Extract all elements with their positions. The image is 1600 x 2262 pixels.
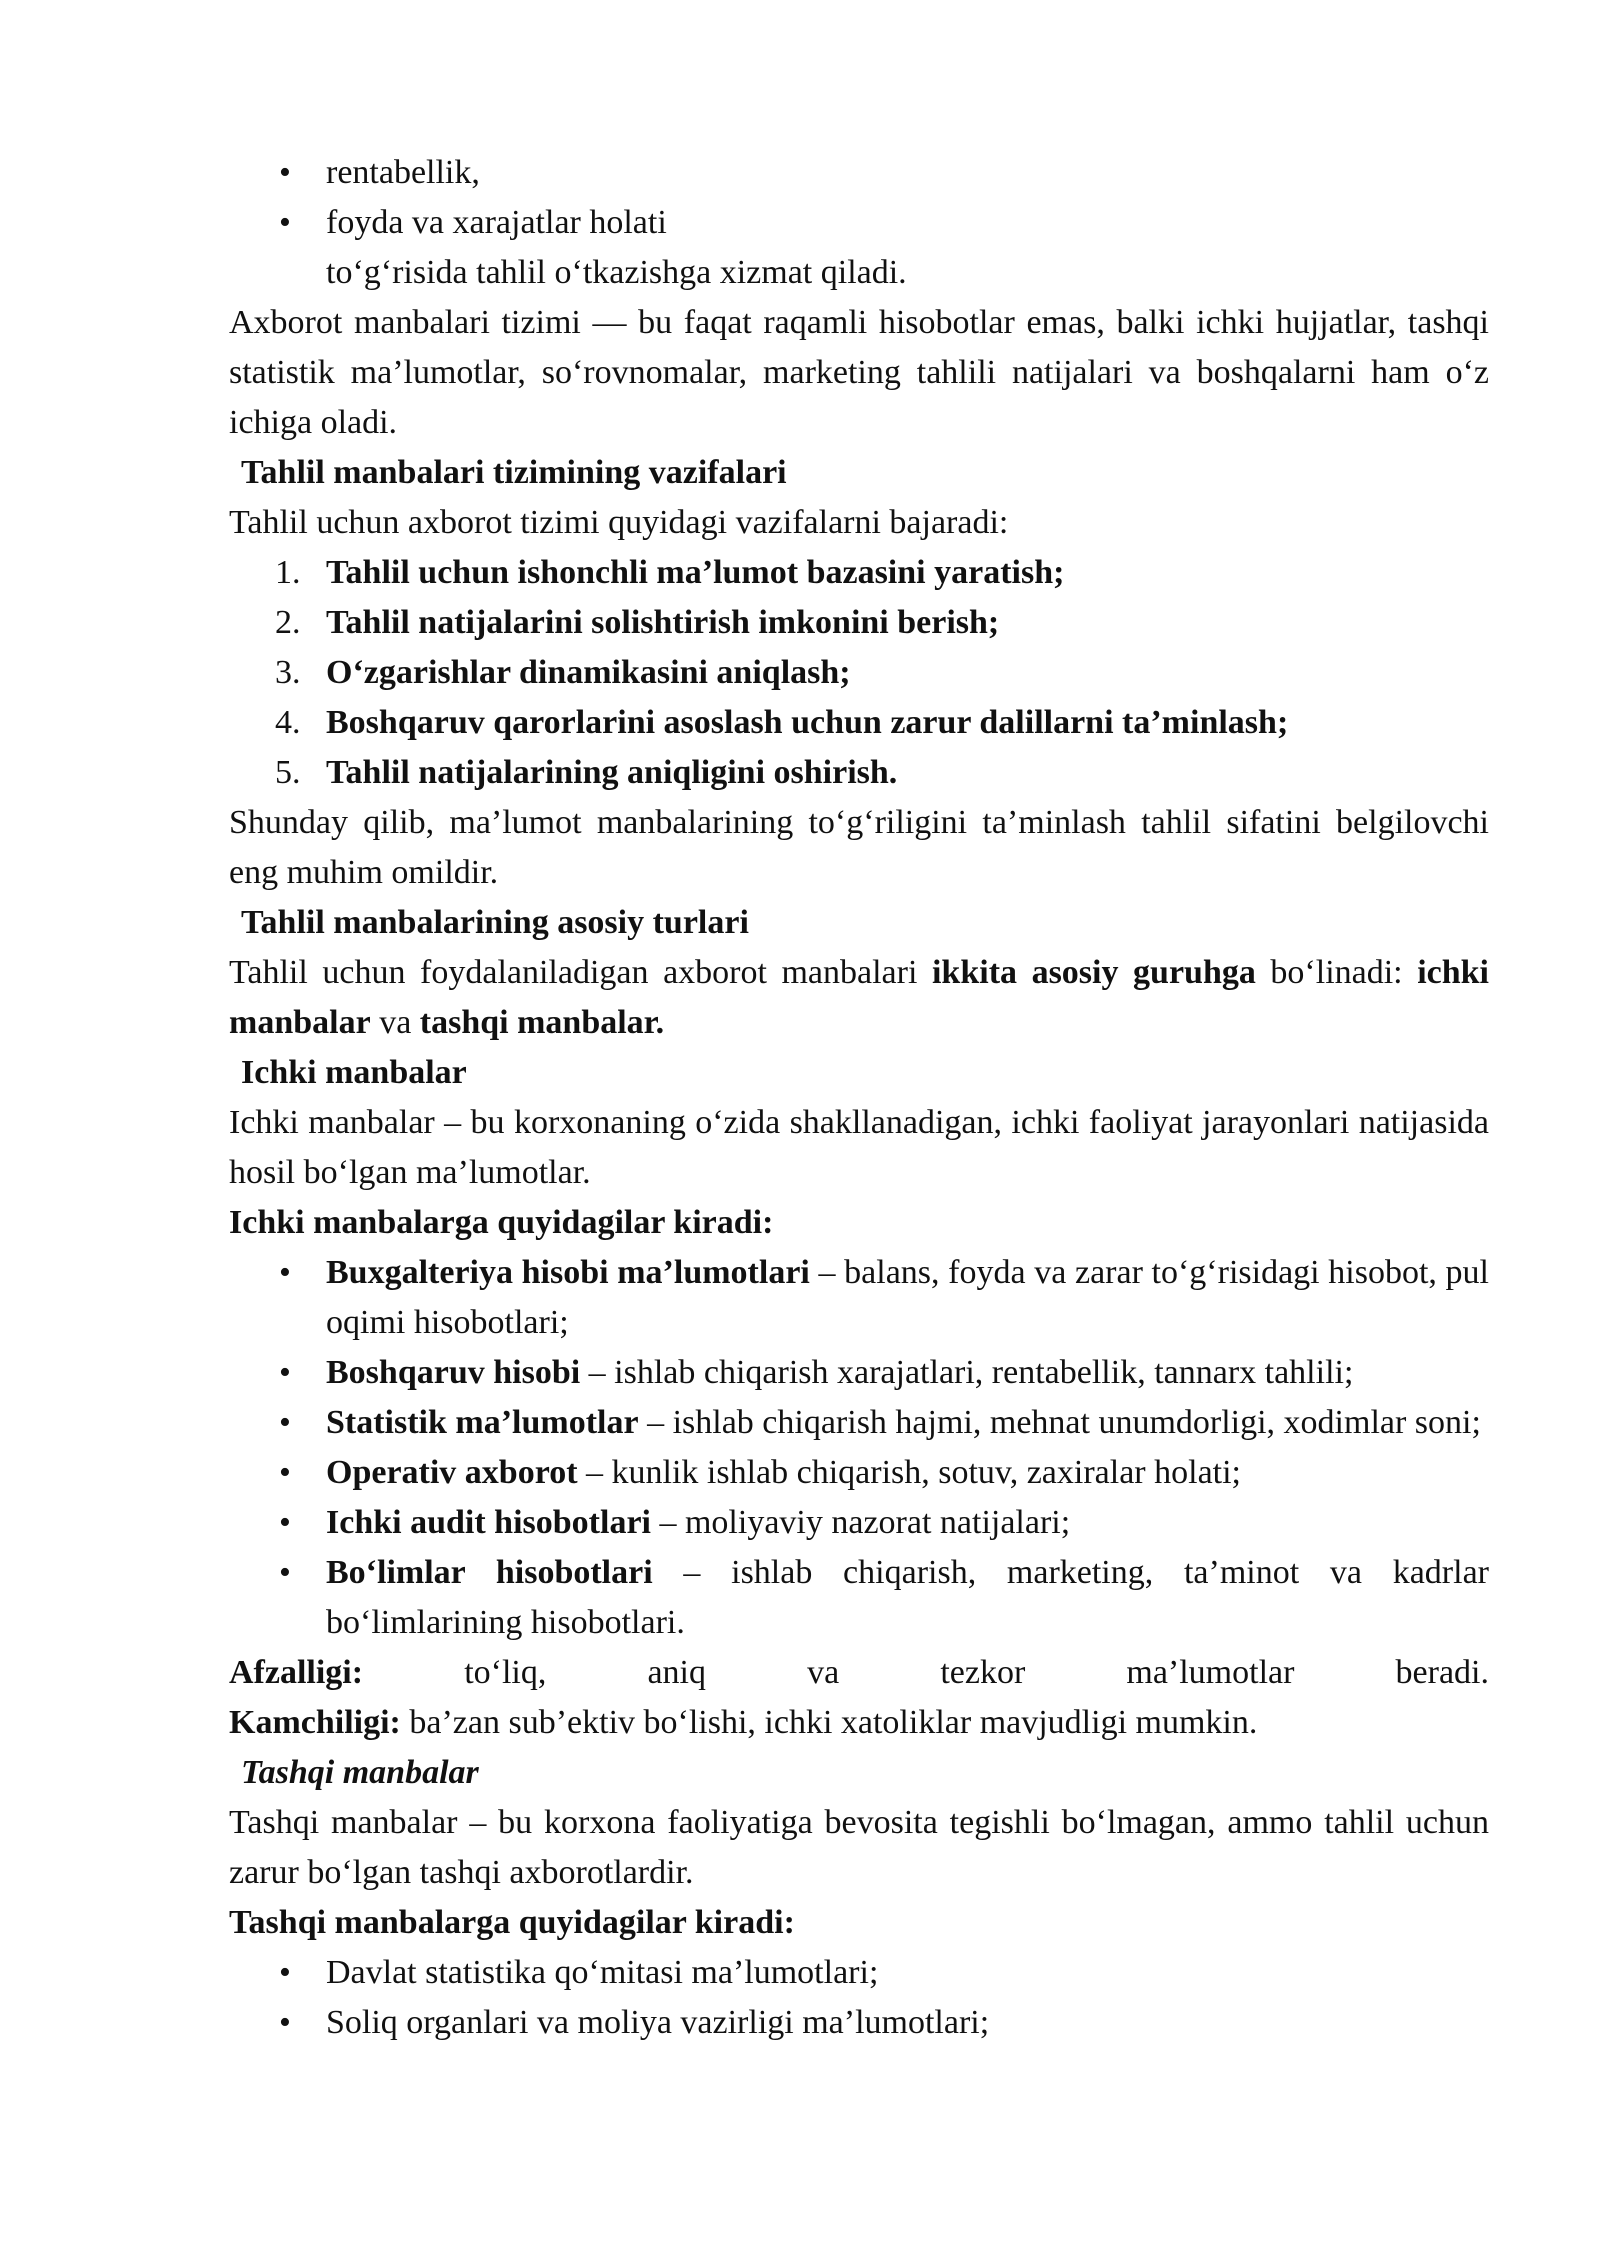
list-item: • rentabellik,	[229, 148, 1489, 198]
list-item: 1. Tahlil uchun ishonchli ma’lumot bazasini yaratish;	[275, 554, 1065, 591]
list-item: 5. Tahlil natijalarining aniqligini oshirish.	[275, 754, 898, 791]
section-heading: Ichki manbalar	[241, 1054, 467, 1091]
section-heading: Tashqi manbalar	[241, 1754, 479, 1791]
disadvantage-line: Kamchiligi: ba’zan sub’ektiv bo‘lishi, ichki xatoliklar mavjudligi mumkin.	[229, 1704, 1258, 1741]
bullet-icon: •	[279, 1254, 291, 1291]
list-item: • Boshqaruv hisobi – ishlab chiqarish xarajatlari, rentabellik, tannarx tahlili;	[229, 1348, 1489, 1398]
list-item: • Operativ axborot – kunlik ishlab chiqarish, sotuv, zaxiralar holati;	[229, 1448, 1489, 1498]
bullet-icon: •	[279, 2004, 291, 2041]
paragraph: Tahlil uchun foydalaniladigan axborot manbalari ikkita asosiy guruhga bo‘linadi: ichki manbalar va tashqi manbalar.	[229, 954, 1490, 1041]
bullet-icon: •	[279, 1504, 291, 1541]
list-item: • foyda va xarajatlar holati	[229, 198, 1489, 248]
list-item: • Statistik ma’lumotlar – ishlab chiqarish hajmi, mehnat unumdorligi, xodimlar soni;	[229, 1398, 1489, 1448]
list-item: 2. Tahlil natijalarini solishtirish imkonini berish;	[275, 604, 1000, 641]
internal-sources-list	[229, 1248, 1489, 1648]
bullet-icon: •	[279, 1404, 291, 1441]
paragraph: Ichki manbalar – bu korxonaning o‘zida shakllanadigan, ichki faoliyat jarayonlari natijasida hosil bo‘lgan ma’lumotlar.	[229, 1104, 1489, 1191]
bullet-icon: •	[279, 1354, 291, 1391]
bullet-icon: •	[279, 1454, 291, 1491]
bold-lead: Tashqi manbalarga quyidagilar kiradi:	[229, 1904, 795, 1941]
paragraph: Tahlil uchun axborot tizimi quyidagi vazifalarni bajaradi:	[229, 504, 1009, 541]
external-sources-list	[229, 1948, 1489, 2048]
list-item: • Ichki audit hisobotlari – moliyaviy nazorat natijalari;	[229, 1498, 1489, 1548]
list-item: • Davlat statistika qo‘mitasi ma’lumotlari;	[229, 1948, 1489, 1998]
bullet-icon: •	[279, 154, 291, 191]
list-item: • Bo‘limlar hisobotlari – ishlab chiqarish, marketing, ta’minot va kadrlar bo‘limlarining hisobotlari.	[229, 1548, 1489, 1648]
intro-continuation: to‘g‘risida tahlil o‘tkazishga xizmat qiladi.	[326, 254, 907, 291]
list-item: 4. Boshqaruv qarorlarini asoslash uchun zarur dalillarni ta’minlash;	[275, 704, 1289, 741]
document-page	[229, 148, 1489, 2048]
paragraph: Axborot manbalari tizimi — bu faqat raqamli hisobotlar emas, balki ichki hujjatlar, tashqi statistik ma’lumotlar, so‘rovnomalar, marketing tahlili natijalari va boshqalarni ham o‘z ichiga oladi.	[229, 304, 1489, 441]
section-heading: Tahlil manbalarining asosiy turlari	[241, 904, 749, 941]
bullet-icon: •	[279, 204, 291, 241]
list-item: 3. O‘zgarishlar dinamikasini aniqlash;	[275, 654, 851, 691]
section-heading: Tahlil manbalari tizimining vazifalari	[241, 454, 787, 491]
intro-bullet-list	[229, 148, 1489, 248]
paragraph: Tashqi manbalar – bu korxona faoliyatiga bevosita tegishli bo‘lmagan, ammo tahlil uchun zarur bo‘lgan tashqi axborotlardir.	[229, 1804, 1489, 1891]
bullet-icon: •	[279, 1954, 291, 1991]
list-item: • Soliq organlari va moliya vazirligi ma’lumotlari;	[229, 1998, 1489, 2048]
bullet-icon: •	[279, 1554, 291, 1591]
list-item: • Buxgalteriya hisobi ma’lumotlari – balans, foyda va zarar to‘g‘risidagi hisobot, pul oqimi hisobotlari;	[229, 1248, 1489, 1348]
paragraph: Shunday qilib, ma’lumot manbalarining to‘g‘riligini ta’minlash tahlil sifatini belgilovchi eng muhim omildir.	[229, 804, 1489, 891]
advantage-line: Afzalligi: to‘liq, aniq va tezkor ma’lumotlar beradi.	[229, 1654, 1489, 1691]
tasks-numbered-list	[229, 548, 1489, 798]
bold-lead: Ichki manbalarga quyidagilar kiradi:	[229, 1204, 774, 1241]
